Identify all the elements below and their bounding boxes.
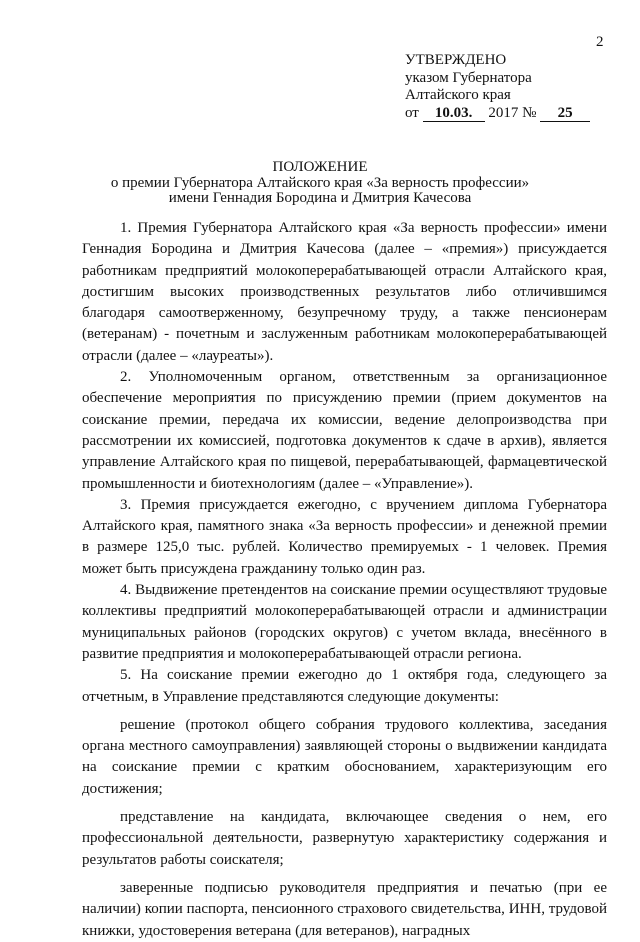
page-number: 2 [596, 34, 604, 50]
document-list-item: решение (протокол общего собрания трудового коллектива, заседания органа местного самоуправления) заявляющей стороны о выдвижении кандидата на соискание премии с кратким обоснованием, характеризующим его достижения; [82, 716, 607, 797]
approval-date-prefix: от [405, 104, 419, 121]
document-title [0, 160, 640, 207]
paragraph-3: 3. Премия присуждается ежегодно, с вручением диплома Губернатора Алтайского края, памятного знака «За верность профессии» и денежной премии в размере 125,0 тыс. рублей. Количество премируемых - 1 человек. Премия может быть присуждена гражданину только один раз. [82, 496, 607, 577]
document-list-item: представление на кандидата, включающее сведения о нем, его профессиональной деятельности, развернутую характеристику содержания и результатов работы соискателя; [82, 809, 607, 868]
approval-year: 2017 № [488, 104, 537, 121]
approval-stamp [405, 52, 615, 122]
approval-date-line [405, 105, 615, 123]
paragraph-4: 4. Выдвижение претендентов на соискание премии осуществляют трудовые коллективы предприятий молокоперерабатывающей отрасли и администрации муниципальных районов (городских округов) с учетом вклада, внесённого в развитие предприятия и молокоперерабатывающей отрасли региона. [82, 582, 607, 662]
document-list-item: заверенные подписью руководителя предприятия и печатью (при ее наличии) копии паспорта, пенсионного страхового свидетельства, ИНН, трудовой книжки, удостоверения ветерана (для ветеранов), наградных [82, 879, 607, 939]
title-subtitle-2: имени Геннадия Бородина и Дмитрия Качесова [168, 190, 472, 206]
paragraph-1: 1. Премия Губернатора Алтайского края «За верность профессии» имени Геннадия Бородина и Дмитрия Качесова (далее – «премия») присуждается работникам предприятий молокоперерабатывающей отрасли Алтайского края, достигшим высоких производственных результатов либо отличившимся благодаря самоотверженному, безупречному труду, а также пенсионерам (ветеранам) - почетным и заслуженным работникам молокоперерабатывающей отрасли (далее – «лауреаты»). [82, 220, 607, 364]
approval-heading: УТВЕРЖДЕНО [405, 52, 507, 68]
paragraph-2: 2. Уполномоченным органом, ответственным за организационное обеспечение мероприятия по присуждению премии (прием документов на соискание премии, передача их комиссии, ведение делопроизводства при рассмотрении их комиссией, подготовка документов к сдаче в архив), является управление Алтайского края по пищевой, перерабатывающей, фармацевтической промышленности и биотехнологиям (далее – «Управление»). [82, 369, 607, 492]
paragraph-5: 5. На соискание премии ежегодно до 1 октября года, следующего за отчетным, в Управление представляются следующие документы: [82, 667, 607, 705]
approval-date: 10.03. [423, 106, 485, 122]
title-heading: ПОЛОЖЕНИЕ [272, 159, 368, 175]
approval-number: 25 [540, 106, 590, 122]
title-subtitle-1: о премии Губернатора Алтайского края «За верность профессии» [110, 174, 530, 191]
document-body [82, 218, 607, 942]
approval-decree: указом Губернатора [405, 69, 532, 86]
approval-region: Алтайского края [405, 87, 511, 103]
